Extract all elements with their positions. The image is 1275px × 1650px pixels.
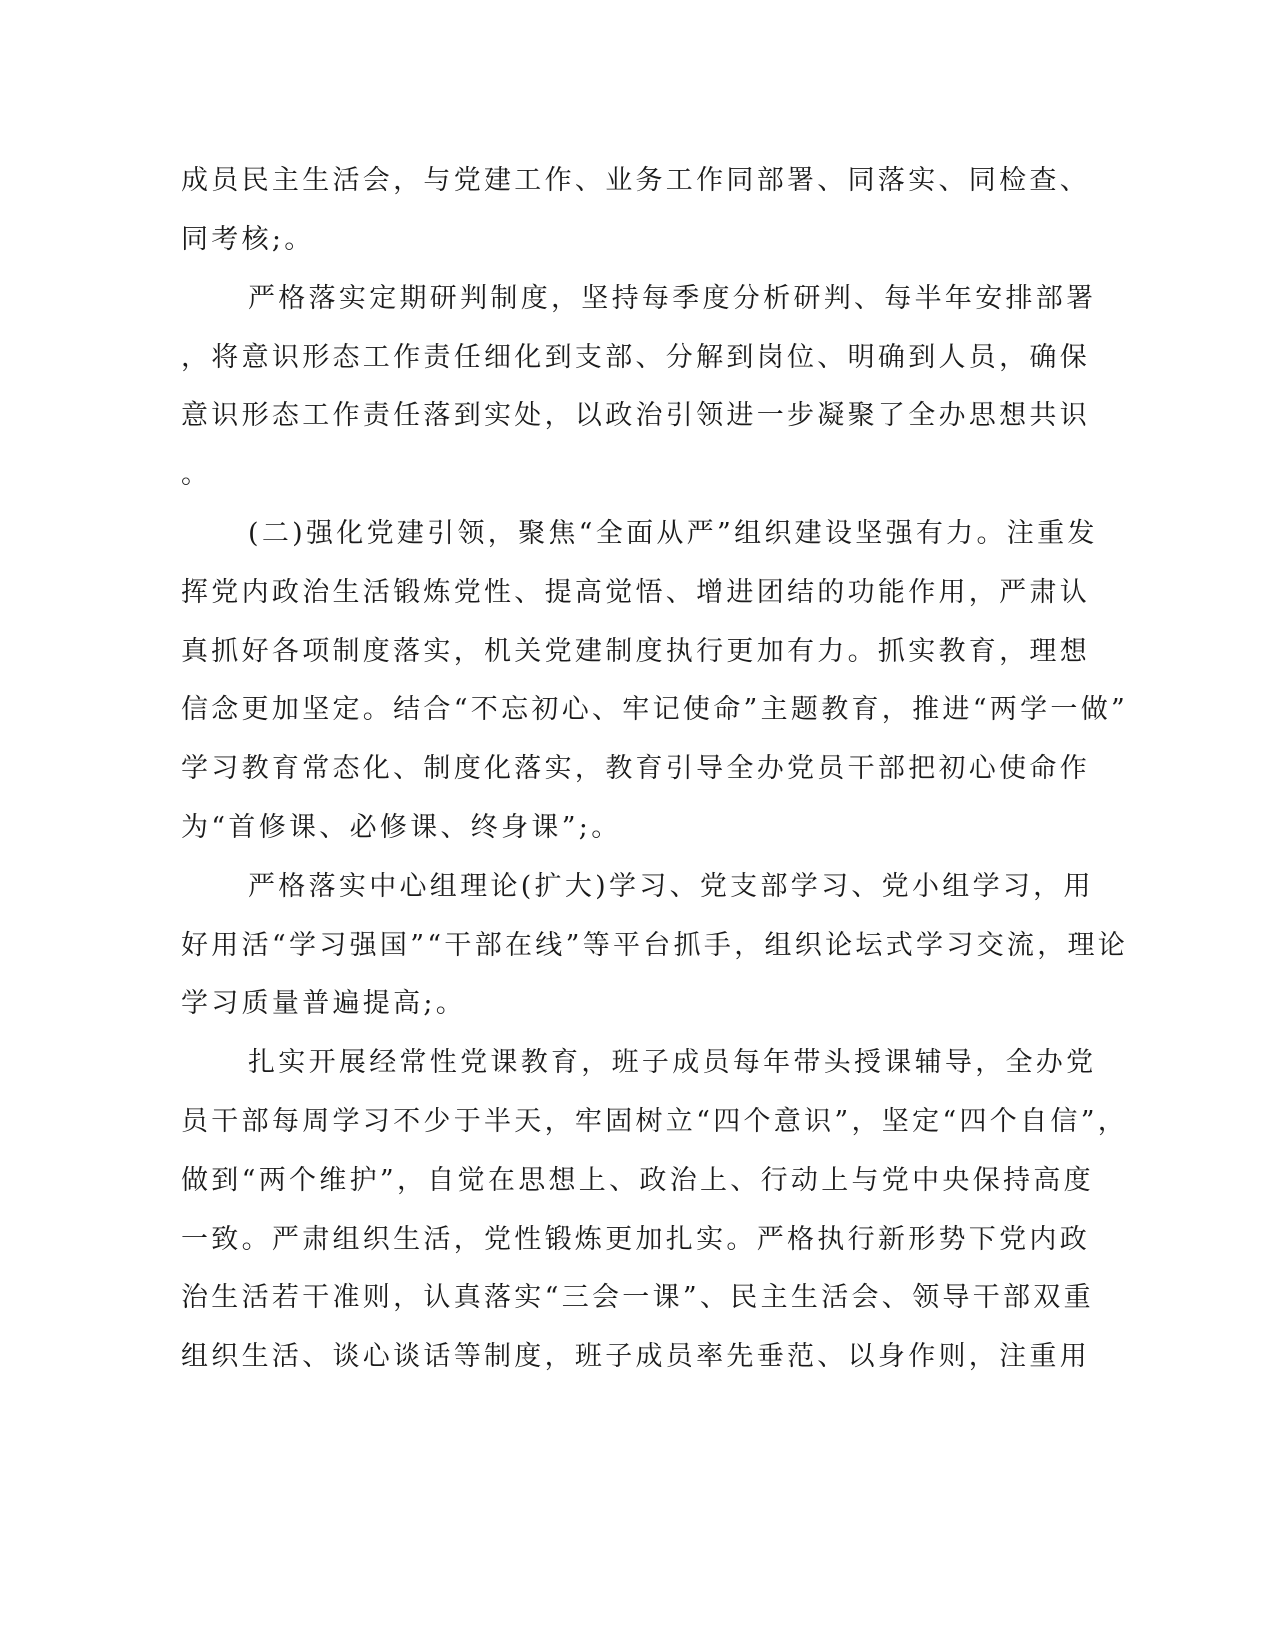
- text-line: 真抓好各项制度落实，机关党建制度执行更加有力。抓实教育，理想: [181, 636, 1090, 667]
- text-line: 组织生活、谈心谈话等制度，班子成员率先垂范、以身作则，注重用: [181, 1341, 1090, 1372]
- text-line: 员干部每周学习不少于半天，牢固树立“四个意识”，坚定“四个自信”，: [181, 1106, 1129, 1137]
- text-line: 做到“两个维护”，自觉在思想上、政治上、行动上与党中央保持高度: [181, 1165, 1094, 1196]
- paragraph-first-line: (二)强化党建引领，聚焦“全面从严”组织建设坚强有力。注重发: [248, 518, 1098, 549]
- text-line: 。: [181, 459, 212, 490]
- text-line: 一致。严肃组织生活，党性锻炼更加扎实。严格执行新形势下党内政: [181, 1224, 1090, 1255]
- text-line: 意识形态工作责任落到实处，以政治引领进一步凝聚了全办思想共识: [181, 400, 1090, 431]
- text-line: 成员民主生活会，与党建工作、业务工作同部署、同落实、同检查、: [181, 165, 1090, 196]
- text-line: ，将意识形态工作责任细化到支部、分解到岗位、明确到人员，确保: [181, 342, 1090, 373]
- text-line: 学习教育常态化、制度化落实，教育引导全办党员干部把初心使命作: [181, 753, 1090, 784]
- text-line: 学习质量普遍提高;。: [181, 988, 467, 1019]
- text-line: 挥党内政治生活锻炼党性、提高觉悟、增进团结的功能作用，严肃认: [181, 577, 1090, 608]
- text-line: 为“首修课、必修课、终身课”;。: [181, 812, 622, 843]
- text-line: 信念更加坚定。结合“不忘初心、牢记使命”主题教育，推进“两学一做”: [181, 694, 1129, 725]
- text-line: 治生活若干准则，认真落实“三会一课”、民主生活会、领导干部双重: [181, 1282, 1094, 1313]
- paragraph-first-line: 严格落实中心组理论(扩大)学习、党支部学习、党小组学习，用: [248, 871, 1094, 902]
- paragraph-first-line: 严格落实定期研判制度，坚持每季度分析研判、每半年安排部署: [248, 283, 1097, 314]
- text-line: 好用活“学习强国”“干部在线”等平台抓手，组织论坛式学习交流，理论: [181, 930, 1129, 961]
- paragraph-first-line: 扎实开展经常性党课教育，班子成员每年带头授课辅导，全办党: [248, 1047, 1097, 1078]
- text-line: 同考核;。: [181, 224, 315, 255]
